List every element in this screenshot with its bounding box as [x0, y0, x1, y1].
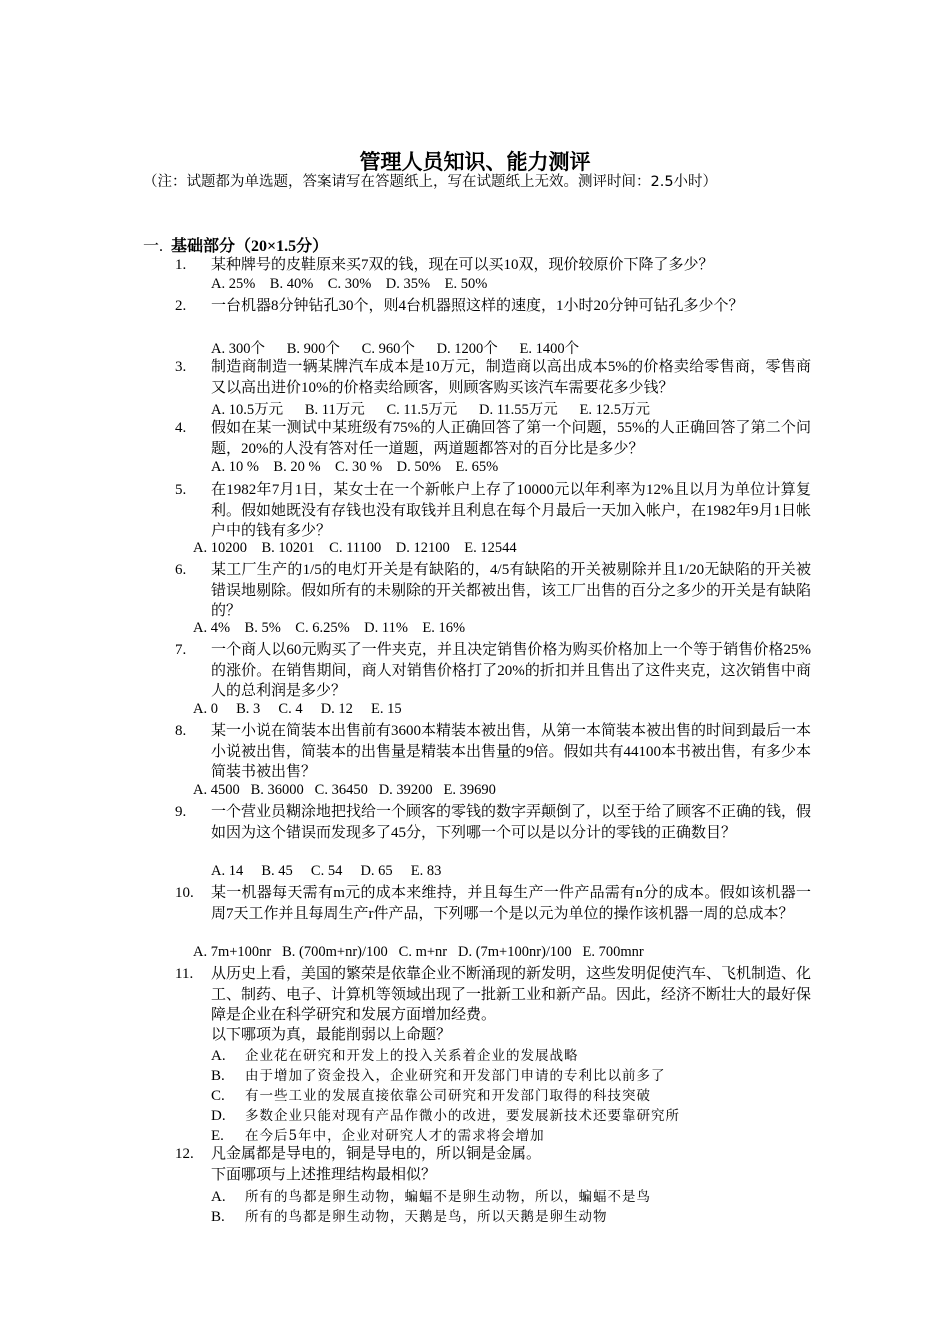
question-number: 8.: [175, 723, 187, 739]
question-text: 某工厂生产的1/5的电灯开关是有缺陷的，4/5有缺陷的开关被剔除并且1/20无缺陷的开关被错误地剔除。假如所有的未剔除的开关都被出售，该工厂出售的百分之多少的开关是有缺陷的？: [211, 562, 812, 619]
choice-text: 在今后5年中，企业对研究人才的需求将会增加: [245, 1128, 545, 1144]
question-12: [175, 1144, 811, 1165]
choice-letter: B.: [211, 1209, 225, 1225]
question-10-options: A. 7m+100nr B. (700m+nr)/100 C. m+nr D. (7m+100nr)/100 E. 700mnr: [193, 944, 644, 960]
question-3: [175, 357, 811, 398]
choice-item: [211, 1185, 651, 1206]
question-number: 9.: [175, 804, 187, 820]
question-5-options: A. 10200 B. 10201 C. 11100 D. 12100 E. 12544: [193, 540, 517, 556]
choice-letter: C.: [211, 1088, 225, 1104]
choice-item: [211, 1205, 608, 1226]
question-text: 某一机器每天需有m元的成本来维持，并且每生产一件产品需有n分的成本。假如该机器一周7天工作并且每周生产r件产品，下列哪一个是以元为单位的操作该机器一周的总成本？: [211, 885, 811, 922]
question-number: 3.: [175, 359, 187, 375]
question-text: 某一小说在简装本出售前有3600本精装本被出售，从第一本简装本被出售的时间到最后一本小说被出售，简装本的出售量是精装本出售量的9倍。假如共有44100本书被出售，有多少本简装书被出售？: [211, 723, 812, 780]
choice-letter: B.: [211, 1068, 225, 1084]
question-number: 12.: [175, 1146, 194, 1162]
question-number: 4.: [175, 420, 187, 436]
question-4: [175, 418, 811, 459]
question-2: [175, 296, 811, 317]
choice-text: 多数企业只能对现有产品作微小的改进，要发展新技术还要靠研究所: [245, 1108, 680, 1124]
question-number: 6.: [175, 562, 187, 578]
question-1: [175, 255, 811, 276]
question-7-options: A. 0 B. 3 C. 4 D. 12 E. 15: [193, 701, 402, 717]
choice-letter: D.: [211, 1108, 226, 1124]
question-number: 2.: [175, 298, 187, 314]
choice-item: [211, 1104, 680, 1125]
choice-letter: A.: [211, 1048, 226, 1064]
section-number: 一.: [143, 238, 164, 255]
choice-text: 企业花在研究和开发上的投入关系着企业的发展战略: [245, 1048, 579, 1064]
question-3-options: A. 10.5万元 B. 11万元 C. 11.5万元 D. 11.55万元 E. 12.5万元: [211, 402, 651, 418]
question-1-options: A. 25% B. 40% C. 30% D. 35% E. 50%: [211, 276, 488, 292]
question-4-options: A. 10 % B. 20 % C. 30 % D. 50% E. 65%: [211, 459, 499, 475]
question-2-options: A. 300个 B. 900个 C. 960个 D. 1200个 E. 1400个: [211, 341, 580, 357]
question-number: 5.: [175, 482, 187, 498]
choice-letter: A.: [211, 1189, 226, 1205]
choice-item: [211, 1124, 545, 1145]
choice-item: [211, 1084, 651, 1105]
question-9: [175, 802, 811, 843]
choice-item: [211, 1044, 579, 1065]
question-9-options: A. 14 B. 45 C. 54 D. 65 E. 83: [211, 863, 442, 879]
question-number: 1.: [175, 257, 187, 273]
question-text: 假如在某一测试中某班级有75%的人正确回答了第一个问题，55%的人正确回答了第二个问题，20%的人没有答对任一道题，两道题都答对的百分比是多少？: [211, 420, 811, 457]
question-number: 11.: [175, 966, 194, 982]
choice-item: [211, 1064, 666, 1085]
question-text: 一台机器8分钟钻孔30个，则4台机器照这样的速度，1小时20分钟可钻孔多少个？: [211, 298, 744, 314]
question-text: 制造商制造一辆某牌汽车成本是10万元，制造商以高出成本5%的价格卖给零售商，零售商又以高出进价10%的价格卖给顾客，则顾客购买该汽车需要花多少钱？: [211, 359, 811, 396]
test-note: （注：试题都为单选题，答案请写在答题纸上，写在试题纸上无效。测评时间：2.5小时）: [143, 174, 718, 190]
question-text: 某种牌号的皮鞋原来买7双的钱，现在可以买10双，现价较原价下降了多少？: [211, 257, 714, 273]
question-text: 在1982年7月1日，某女士在一个新帐户上存了10000元以年利率为12%且以月为单位计算复利。假如她既没有存钱也没有取钱并且利息在每个月最后一天加入帐户，在1982年9月1日帐户中的钱有多少？: [211, 482, 812, 539]
question-10: [175, 883, 811, 924]
question-7: [175, 640, 811, 702]
section-label: 基础部分（20×1.5分）: [171, 238, 329, 255]
page-title: 管理人员知识、能力测评: [359, 150, 591, 174]
choice-text: 由于增加了资金投入，企业研究和开发部门申请的专利比以前多了: [245, 1068, 666, 1084]
question-8: [175, 721, 811, 783]
question-6-options: A. 4% B. 5% C. 6.25% D. 11% E. 16%: [193, 620, 466, 636]
choice-letter: E.: [211, 1128, 224, 1144]
question-text: 从历史上看，美国的繁荣是依靠企业不断涌现的新发明，这些发明促使汽车、飞机制造、化工、制药、电子、计算机等领域出现了一批新工业和新产品。因此，经济不断壮大的最好保障是企业在科学研究和发展方面增加经费。: [211, 966, 812, 1023]
question-text: 一个营业员糊涂地把找给一个顾客的零钱的数字弄颠倒了，以至于给了顾客不正确的钱，假如因为这个错误而发现多了45分，下列哪一个可以是以分计的零钱的正确数目？: [211, 804, 812, 841]
choice-text: 有一些工业的发展直接依靠公司研究和开发部门取得的科技突破: [245, 1088, 651, 1104]
question-text: 一个商人以60元购买了一件夹克，并且决定销售价格为购买价格加上一个等于销售价格25%的涨价。在销售期间，商人对销售价格打了20%的折扣并且售出了这件夹克，这次销售中商人的总利润是多少？: [211, 642, 811, 699]
section-heading: [143, 233, 328, 256]
question-text: 凡金属都是导电的，铜是导电的，所以铜是金属。: [211, 1146, 542, 1162]
question-11: [175, 964, 811, 1026]
question-number: 7.: [175, 642, 187, 658]
question-number: 10.: [175, 885, 194, 901]
choice-text: 所有的鸟都是卵生动物，蝙蝠不是卵生动物，所以，蝙蝠不是鸟: [245, 1189, 651, 1205]
question-5: [175, 480, 811, 542]
question-8-options: A. 4500 B. 36000 C. 36450 D. 39200 E. 39690: [193, 782, 496, 798]
question-11-prompt: 以下哪项为真，最能削弱以上命题？: [211, 1027, 452, 1043]
question-6: [175, 560, 811, 622]
choice-text: 所有的鸟都是卵生动物，天鹅是鸟，所以天鹅是卵生动物: [245, 1209, 608, 1225]
question-12-prompt: 下面哪项与上述推理结构最相似？: [211, 1167, 437, 1183]
